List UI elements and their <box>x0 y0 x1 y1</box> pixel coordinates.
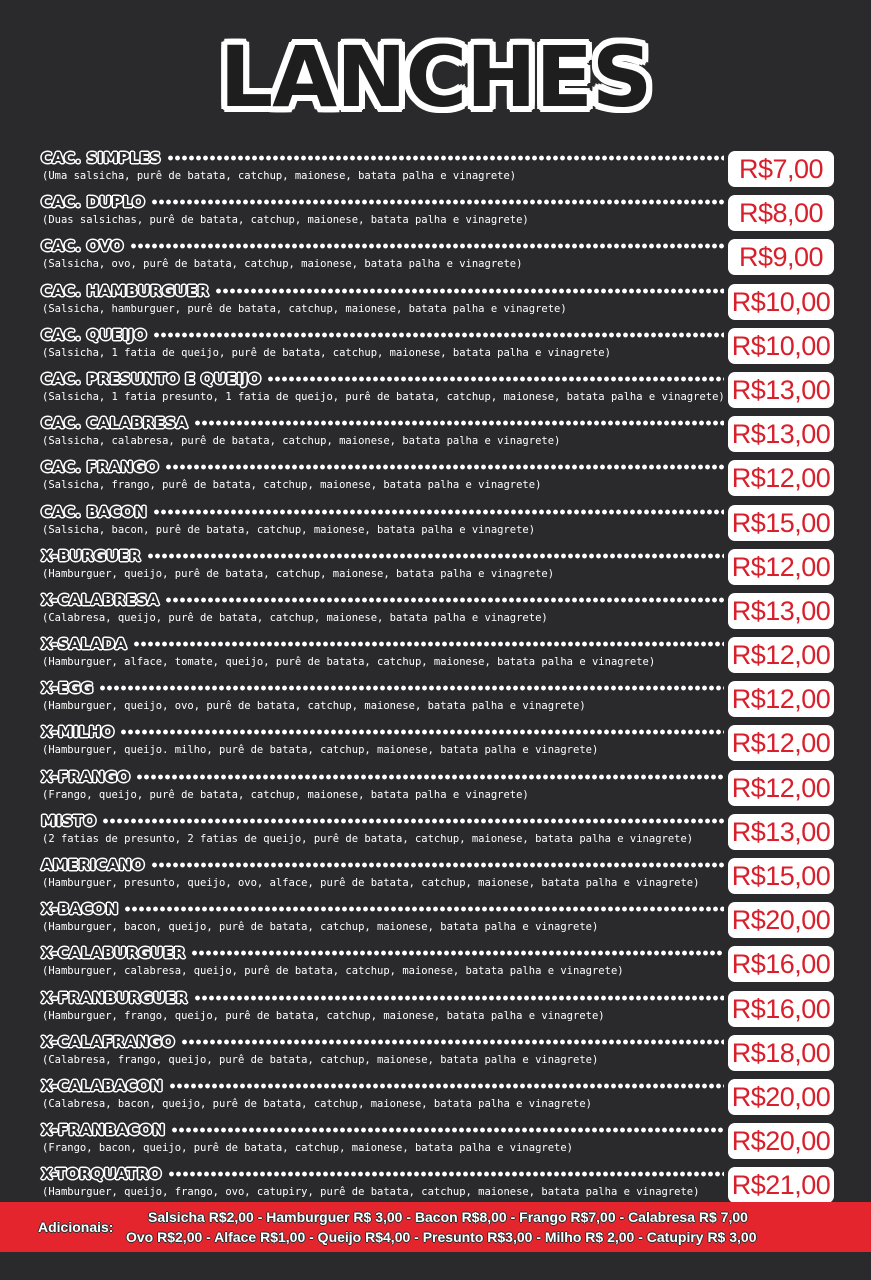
item-name: X-EGG <box>41 679 94 698</box>
item-name: X-MILHO <box>41 723 115 742</box>
item-description: (Salsicha, ovo, purê de batata, catchup, maionese, batata palha e vinagrete) <box>42 258 523 271</box>
menu-title: LANCHES <box>219 28 652 126</box>
dot-leader <box>99 685 724 691</box>
item-price-badge: R$12,00 <box>728 549 834 585</box>
menu-item <box>0 720 871 764</box>
menu-item <box>0 676 871 720</box>
item-name: CAC. BACON <box>41 502 147 521</box>
menu-item <box>0 234 871 278</box>
item-price-badge: R$15,00 <box>728 505 834 541</box>
dot-leader <box>153 332 724 338</box>
dot-leader <box>194 420 724 426</box>
item-description: (2 fatias de presunto, 2 fatias de queijo, purê de batata, catchup, maionese, batata palha e vinagrete) <box>42 832 694 845</box>
dot-leader <box>120 729 724 735</box>
item-name: X-CALABACON <box>41 1076 163 1095</box>
menu-item <box>0 897 871 941</box>
menu-item <box>0 986 871 1030</box>
item-name: CAC. HAMBURGUER <box>41 281 210 300</box>
menu-item <box>0 588 871 632</box>
dot-leader <box>168 1171 724 1177</box>
item-price-badge: R$12,00 <box>728 460 834 496</box>
menu-item <box>0 323 871 367</box>
item-name: CAC. SIMPLES <box>41 149 161 167</box>
item-description: (Hamburguer, alface, tomate, queijo, purê de batata, catchup, maionese, batata palha e vinagrete) <box>42 656 656 669</box>
dot-leader <box>151 862 724 868</box>
item-description: (Hamburguer, queijo, purê de batata, catchup, maionese, batata palha e vinagrete) <box>42 567 555 580</box>
dot-leader <box>151 199 724 205</box>
item-description: (Duas salsichas, purê de batata, catchup, maionese, batata palha e vinagrete) <box>42 214 529 227</box>
item-price-badge: R$18,00 <box>728 1035 834 1071</box>
item-description: (Salsicha, 1 fatia de queijo, purê de batata, catchup, maionese, batata palha e vinagrete) <box>42 346 611 359</box>
item-description: (Hamburguer, frango, queijo, purê de batata, catchup, maionese, batata palha e vinagrete) <box>42 1009 605 1022</box>
menu-item <box>0 367 871 411</box>
item-name: X-CALAFRANGO <box>41 1032 175 1051</box>
dot-leader <box>191 950 724 956</box>
item-price-badge: R$13,00 <box>728 814 834 850</box>
item-name: X-BURGUER <box>41 546 141 565</box>
item-name: AMERICANO <box>41 856 145 874</box>
dot-leader <box>169 1083 724 1089</box>
item-price-badge: R$12,00 <box>728 725 834 761</box>
item-description: (Salsicha, calabresa, purê de batata, catchup, maionese, batata palha e vinagrete) <box>42 435 561 448</box>
item-name: X-BACON <box>41 900 119 919</box>
item-price-badge: R$12,00 <box>728 770 834 806</box>
menu-item <box>0 853 871 897</box>
menu-item <box>0 1074 871 1118</box>
dot-leader <box>171 1127 724 1133</box>
dot-leader <box>194 995 724 1001</box>
item-price-badge: R$20,00 <box>728 1079 834 1115</box>
item-description: (Salsicha, frango, purê de batata, catchup, maionese, batata palha e vinagrete) <box>42 479 542 492</box>
menu-item <box>0 765 871 809</box>
dot-leader <box>215 288 724 294</box>
item-name: CAC. FRANGO <box>41 458 159 477</box>
menu-item <box>0 632 871 676</box>
item-price-badge: R$13,00 <box>728 416 834 452</box>
item-name: X-FRANGO <box>41 767 131 786</box>
dot-leader <box>153 509 724 515</box>
item-price-badge: R$20,00 <box>728 902 834 938</box>
additions-label: Adicionais: <box>38 1219 114 1235</box>
dot-leader <box>130 243 724 249</box>
menu-item <box>0 1118 871 1162</box>
menu-item <box>0 411 871 455</box>
additions-line-1: Salsicha R$2,00 - Hamburguer R$ 3,00 - Bacon R$8,00 - Frango R$7,00 - Calabresa R$ 7,00 <box>148 1209 748 1225</box>
item-name: CAC. QUEIJO <box>41 325 147 344</box>
item-name: X-SALADA <box>41 635 127 654</box>
item-price-badge: R$10,00 <box>728 284 834 320</box>
item-description: (Calabresa, bacon, queijo, purê de batata, catchup, maionese, batata palha e vinagrete) <box>42 1097 592 1110</box>
item-price-badge: R$12,00 <box>728 681 834 717</box>
item-description: (Calabresa, queijo, purê de batata, catchup, maionese, batata palha e vinagrete) <box>42 611 548 624</box>
menu-item <box>0 455 871 499</box>
item-name: CAC. PRESUNTO E QUEIJO <box>41 369 262 388</box>
item-description: (Hamburguer, bacon, queijo, purê de batata, catchup, maionese, batata palha e vinagrete) <box>42 921 599 934</box>
menu-item <box>0 1162 871 1206</box>
item-description: (Calabresa, frango, queijo, purê de batata, catchup, maionese, batata palha e vinagrete) <box>42 1053 599 1066</box>
item-description: (Salsicha, hamburguer, purê de batata, catchup, maionese, batata palha e vinagrete) <box>42 302 567 315</box>
item-price-badge: R$16,00 <box>728 991 834 1027</box>
dot-leader <box>147 553 724 559</box>
item-name: X-CALABURGUER <box>41 944 186 963</box>
item-name: X-TORQUATRO <box>41 1165 162 1184</box>
menu-item <box>0 500 871 544</box>
menu-list <box>0 146 871 1207</box>
menu-item <box>0 809 871 853</box>
item-name: CAC. CALABRESA <box>41 414 188 433</box>
item-price-badge: R$7,00 <box>728 151 834 187</box>
menu-item <box>0 190 871 234</box>
item-price-badge: R$10,00 <box>728 328 834 364</box>
item-price-badge: R$9,00 <box>728 239 834 275</box>
item-price-badge: R$13,00 <box>728 593 834 629</box>
item-price-badge: R$13,00 <box>728 372 834 408</box>
item-description: (Hamburguer, queijo, frango, ovo, catupiry, purê de batata, catchup, maionese, batata palha e vinagrete) <box>42 1186 700 1199</box>
menu-item <box>0 941 871 985</box>
menu-item <box>0 1030 871 1074</box>
item-price-badge: R$21,00 <box>728 1167 834 1203</box>
dot-leader <box>181 1039 724 1045</box>
item-description: (Salsicha, bacon, purê de batata, catchup, maionese, batata palha e vinagrete) <box>42 523 536 536</box>
item-description: (Frango, bacon, queijo, purê de batata, catchup, maionese, batata palha e vinagrete) <box>42 1142 574 1155</box>
item-description: (Hamburguer, calabresa, queijo, purê de batata, catchup, maionese, batata palha e vinagrete) <box>42 965 624 978</box>
item-price-badge: R$15,00 <box>728 858 834 894</box>
item-name: X-CALABRESA <box>41 590 160 609</box>
dot-leader <box>102 818 724 824</box>
item-name: X-FRANBURGUER <box>41 988 188 1007</box>
item-name: CAC. DUPLO <box>41 193 145 212</box>
dot-leader <box>165 464 724 470</box>
item-description: (Hamburguer, queijo, ovo, purê de batata, catchup, maionese, batata palha e vinagrete) <box>42 700 586 713</box>
item-name: X-FRANBACON <box>41 1121 166 1140</box>
item-description: (Hamburguer, queijo. milho, purê de batata, catchup, maionese, batata palha e vinagrete) <box>42 744 599 757</box>
dot-leader <box>165 597 724 603</box>
menu-item <box>0 279 871 323</box>
item-description: (Uma salsicha, purê de batata, catchup, maionese, batata palha e vinagrete) <box>42 170 517 182</box>
additions-bar <box>0 1202 871 1252</box>
dot-leader <box>167 155 724 161</box>
dot-leader <box>124 906 724 912</box>
item-price-badge: R$16,00 <box>728 946 834 982</box>
item-description: (Frango, queijo, purê de batata, catchup, maionese, batata palha e vinagrete) <box>42 788 529 801</box>
item-name: MISTO <box>41 811 97 830</box>
item-price-badge: R$8,00 <box>728 195 834 231</box>
menu-item <box>0 146 871 190</box>
additions-line-2: Ovo R$2,00 - Alface R$1,00 - Queijo R$4,00 - Presunto R$3,00 - Milho R$ 2,00 - Catupiry R$ 3,00 <box>126 1229 757 1245</box>
dot-leader <box>136 774 724 780</box>
item-name: CAC. OVO <box>41 237 124 256</box>
item-description: (Salsicha, 1 fatia presunto, 1 fatia de queijo, purê de batata, catchup, maionese, batata palha e vinagrete) <box>42 390 725 403</box>
item-description: (Hamburguer, presunto, queijo, ovo, alface, purê de batata, catchup, maionese, batata palha e vinagrete) <box>42 877 700 889</box>
item-price-badge: R$20,00 <box>728 1123 834 1159</box>
item-price-badge: R$12,00 <box>728 637 834 673</box>
menu-item <box>0 544 871 588</box>
dot-leader <box>133 641 724 647</box>
dot-leader <box>267 376 724 382</box>
